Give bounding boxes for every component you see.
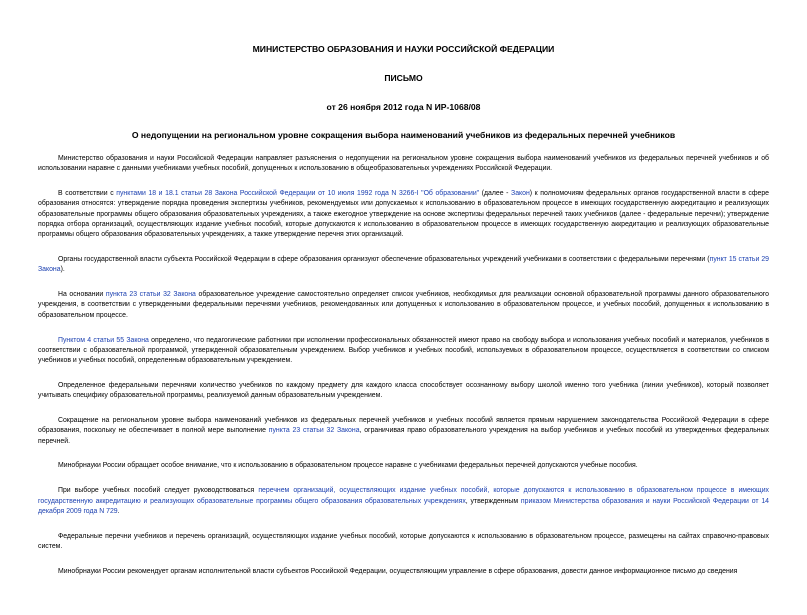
link-point-4-article-55[interactable]: Пунктом 4 статьи 55 Закона: [58, 336, 149, 344]
paragraph-10: Федеральные перечни учебников и перечень организаций, осуществляющих издание учебных пособий, которые допускаются к использованию в образовательном процессе, размещены на сайтах справочно-правовых систем.: [38, 532, 769, 550]
text-segment: В соответствии с: [58, 190, 117, 198]
text-segment: На основании: [58, 291, 106, 299]
text-segment: (далее -: [479, 190, 512, 198]
paragraph-9: [38, 486, 769, 517]
text-segment: Сокращение на региональном уровне выбора наименований учебников из федеральных перечней учебников и учебных пособий является прямым нарушением законодательства Российской Федерации в сфере образования, поскольку не обеспечивает в полной мере выполнение: [38, 417, 769, 435]
paragraph-5: [38, 336, 769, 367]
link-point-23-article-32[interactable]: пункта 23 статьи 32 Закона: [105, 291, 196, 299]
text-segment: Органы государственной власти субъекта Российской Федерации в сфере образования организуют обеспечение образовательных учреждений учебниками в соответствии с федеральными перечнями (: [58, 256, 710, 264]
text-segment: образовательное учреждение самостоятельно определяет список учебников, необходимых для реализации основной образовательной программы данного образовательного учреждения, в соответствии с утвержденными федеральными перечнями учебников, рекомендованных или допущенных к использованию в образовательном процессе, и учебных пособий, допущенных к использованию в образовательном процессе.: [38, 291, 769, 319]
document-subject: О недопущении на региональном уровне сокращения выбора наименований учебников из федеральных перечней учебников: [131, 130, 676, 140]
text-segment: .: [117, 507, 120, 515]
document-date-number: от 26 ноября 2012 года N ИР-1068/08: [326, 102, 481, 112]
text-segment: При выборе учебных пособий следует руководствоваться: [58, 487, 259, 495]
text-segment: ).: [60, 266, 65, 274]
text-segment: , утвержденным: [465, 497, 521, 505]
link-order-729[interactable]: приказом Министерства образования и науки Российской Федерации от 14 декабря 2009 года N 729: [38, 497, 769, 515]
document-page: [0, 44, 807, 615]
text-segment: , ограничивая право образовательного учреждения на выбор учебников и учебных пособий из утвержденных федеральных перечней.: [38, 427, 770, 445]
paragraph-1: Министерство образования и науки Российской Федерации направляет разъяснения о недопущении на региональном уровне сокращения выбора наименований учебников из федеральных перечней учебников и об использовании наравне с данными учебниками учебных пособий, допущенных к использованию в общеобразовательных учреждениях Российской Федерации.: [38, 155, 769, 173]
document-body: [38, 154, 769, 577]
document-type: ПИСЬМО: [384, 73, 423, 83]
link-point-15-article-29[interactable]: пункт 15 статьи 29 Закона: [38, 256, 769, 274]
paragraph-7: [38, 416, 769, 447]
paragraph-3: [38, 255, 769, 276]
paragraph-6: Определенное федеральными перечнями количество учебников по каждому предмету для каждого класса способствует осознанному выбору школой именно того учебника (линии учебников), который позволяет учитывать специфику образовательной программы, реализуемой данным образовательным учреждением.: [38, 381, 769, 400]
text-segment: ) к полномочиям федеральных органов государственной власти в сфере образования относятся: утверждение порядка проведения экспертизы учебников, рекомендуемых или допускаемых к использованию в образовательном процессе в имеющих государственную аккредитацию и реализующих образовательные программы общего образования образовательных учреждениях, а также ежегодное утверждение на основе экспертизы федеральных перечней таких учебников (далее - федеральные перечни); утверждение порядка отбора организаций, осуществляющих издание учебных пособий, которые допускаются к использованию в образовательном процессе в имеющих государственную аккредитацию и реализующих образовательные программы общего образования образовательных учреждениях, а также утверждение перечня этих организаций.: [38, 190, 769, 239]
paragraph-2: [38, 189, 769, 240]
paragraph-8: Минобрнауки России обращает особое внимание, что к использованию в образовательном процессе наравне с учебниками федеральных перечней допускаются учебные пособия.: [58, 462, 638, 470]
link-law-points-18[interactable]: пунктами 18 и 18.1 статьи 28 Закона Российской Федерации от 10 июля 1992 года N 3266-I "Об образовании": [116, 190, 480, 198]
link-law[interactable]: Закон: [511, 190, 530, 198]
ministry-title: МИНИСТЕРСТВО ОБРАЗОВАНИЯ И НАУКИ РОССИЙСКОЙ ФЕДЕРАЦИИ: [252, 44, 555, 54]
paragraph-4: [38, 290, 769, 321]
paragraph-11: Минобрнауки России рекомендует органам исполнительной власти субъектов Российской Федерации, осуществляющим управление в сфере образования, довести данное информационное письмо до сведения: [58, 567, 738, 575]
link-point-23-article-32[interactable]: пункта 23 статьи 32 Закона: [268, 427, 360, 435]
link-publishers-list[interactable]: перечнем организаций, осуществляющих издание учебных пособий, которые допускаются к использованию в образовательном процессе в имеющих государственную аккредитацию и реализующих образовательные программы общего образования образовательных учреждениях: [38, 487, 769, 505]
text-segment: определено, что педагогические работники при исполнении профессиональных обязанностей имеют право на свободу выбора и использования учебных пособий и материалов, учебников в соответствии с образовательной программой, утвержденной образовательным учреждением. Выбор учебников и учебных пособий, используемых в образовательном процессе, осуществляется в соответствии со списком учебников и учебных пособий, определенным образовательным учреждением.: [38, 336, 769, 365]
